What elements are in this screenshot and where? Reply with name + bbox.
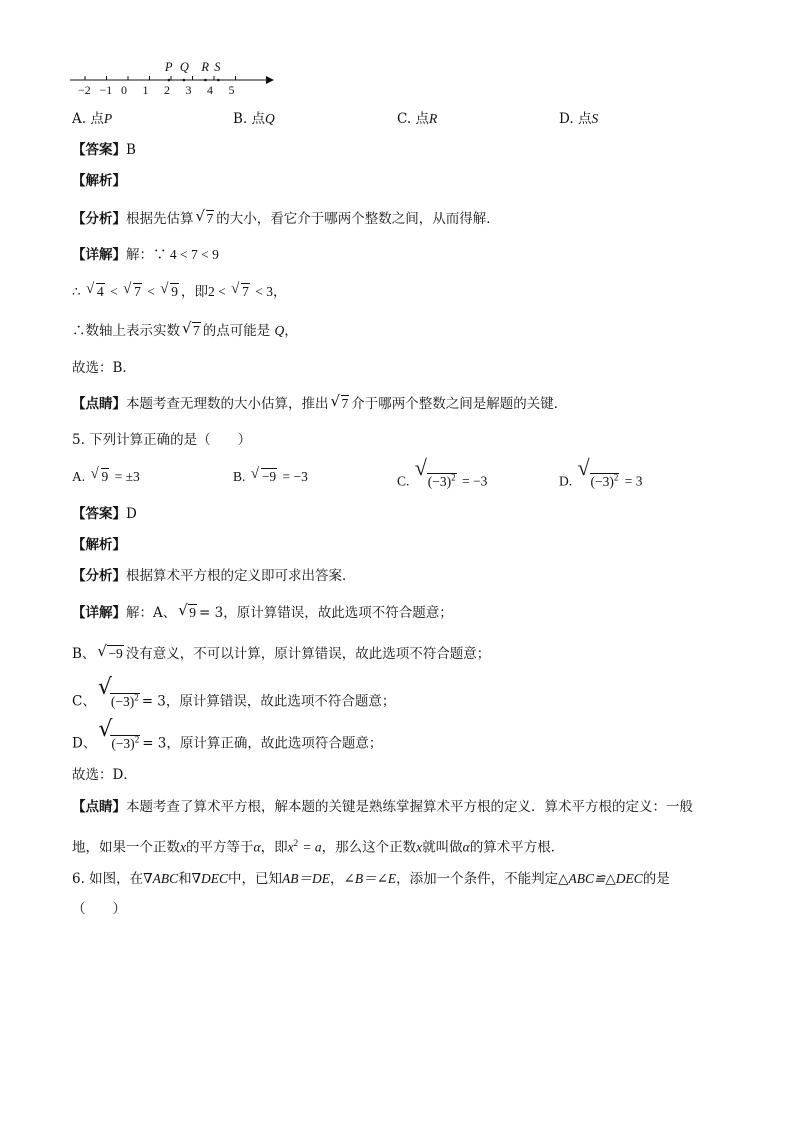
q5-option-c[interactable]: C. √ $(-3)^2 = -3$ — [397, 455, 488, 489]
q6-blank: （ ） — [72, 901, 126, 917]
point-label: R — [201, 60, 210, 74]
tick-label: 4 — [207, 83, 213, 97]
option-b[interactable]: B. 点Q — [233, 111, 275, 127]
q5-detail-c: C、 √ $(-3)^2 = 3$，原计算错误，故此选项不符合题意； — [72, 675, 396, 710]
point-dot — [168, 79, 171, 82]
tick-label: 1 — [142, 83, 149, 97]
q4-fenxi: 【分析】根据先估算 √ 7 的大小，看它介于哪两个整数之间，从而得解． — [72, 207, 500, 227]
tick-label: 3 — [185, 83, 192, 97]
option-a[interactable]: A. 点P — [72, 111, 113, 127]
q4-guxuan: 故选：B． — [72, 360, 136, 376]
tick-label: −2 — [78, 83, 91, 97]
q5-detail-d: D、 √ $(-3)^2 = 3$，原计算正确，故此选项符合题意； — [72, 717, 383, 752]
tick-label: 2 — [164, 83, 170, 97]
q5-option-d[interactable]: D. √ $(-3)^2 = 3$ — [559, 455, 643, 489]
q5-jiexi: 【解析】 — [72, 537, 126, 553]
tick-label: 0 — [121, 83, 127, 97]
q5-guxuan: 故选：D． — [72, 767, 137, 783]
option-c[interactable]: C. 点R — [397, 111, 438, 127]
point-label: S — [214, 60, 221, 74]
q4-answer: 【答案】B — [72, 142, 136, 158]
q5-stem: 5. 下列计算正确的是（ ） — [72, 432, 252, 448]
q6-stem: 6. 如图，在∇ABC和∇DEC中，已知AB＝DE，∠B＝∠E，添加一个条件，不能判定△ABC≌△DEC的是 — [72, 871, 670, 887]
number-line-point-labels — [68, 60, 278, 76]
q5-dianjing-1: 【点睛】本题考查了算术平方根，解本题的关键是熟练掌握算术平方根的定义．算术平方根的定义：一般 — [72, 799, 693, 815]
q4-step2: ∴ √ 4 < √ 7 < √ 9 ，即2 < √ 7 < 3， — [72, 281, 287, 299]
q5-dianjing-2: 地，如果一个正数x的平方等于α，即$x^2 = a$，那么这个正数x就叫做α的算术平方根． — [72, 838, 565, 856]
q5-answer: 【答案】D — [72, 506, 137, 522]
q5-option-a[interactable]: A. √ 9 = ±3 — [72, 466, 140, 484]
point-dot — [183, 79, 186, 82]
q4-step3: ∴数轴上表示实数 √ 7 的点可能是 Q， — [72, 319, 298, 339]
q5-detail-b: B、 √ −9 没有意义，不可以计算，原计算错误，故此选项不符合题意； — [72, 642, 491, 662]
point-label: Q — [179, 60, 189, 74]
option-d[interactable]: D. 点S — [559, 111, 599, 127]
q5-fenxi: 【分析】根据算术平方根的定义即可求出答案． — [72, 568, 356, 584]
q4-dianjing: 【点睛】本题考查无理数的大小估算，推出 √ 7 介于哪两个整数之间是解题的关键． — [72, 392, 568, 412]
q4-jiexi: 【解析】 — [72, 173, 126, 189]
q5-option-b[interactable]: B. √ −9 = −3 — [233, 466, 308, 484]
q5-detail-a: 【详解】解：A、 √ 9 = 3，原计算错误，故此选项不符合题意； — [72, 601, 453, 621]
number-line-tick-labels — [68, 83, 278, 99]
tick-label: 5 — [228, 83, 235, 97]
point-dot — [217, 79, 220, 82]
q4-xiangjie: 【详解】解：∵ 4 < 7 < 9 — [72, 247, 219, 263]
tick-label: −1 — [99, 83, 113, 97]
point-dot — [204, 79, 207, 82]
point-label: P — [164, 60, 173, 74]
